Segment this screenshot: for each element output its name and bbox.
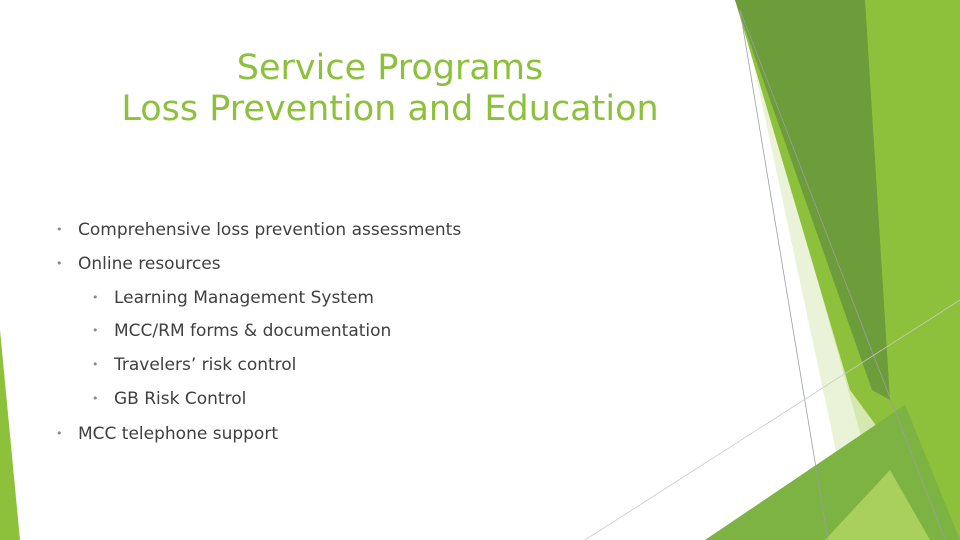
list-item [92, 354, 296, 376]
bullet-text: Comprehensive loss prevention assessments [78, 220, 462, 240]
list-item [56, 219, 461, 241]
decor-shape-left-sliver [0, 330, 20, 540]
bullet-text: MCC telephone support [78, 424, 278, 444]
list-item [56, 423, 278, 445]
bullet-dot: • [92, 392, 99, 405]
title-line-2: Loss Prevention and Education [121, 89, 659, 129]
list-item [56, 253, 221, 275]
bullet-dot: • [92, 324, 99, 337]
bullet-dot: • [92, 358, 99, 371]
bullet-text: Online resources [78, 254, 221, 274]
bullet-dot: • [56, 427, 63, 440]
slide-title [60, 48, 720, 130]
bullet-text: GB Risk Control [114, 389, 247, 409]
list-item [92, 320, 391, 342]
bullet-dot: • [92, 291, 99, 304]
title-line-1: Service Programs [236, 48, 544, 88]
list-item [92, 287, 374, 309]
bullet-text: Travelers’ risk control [114, 355, 297, 375]
bullet-dot: • [56, 223, 63, 236]
bullet-text: Learning Management System [114, 288, 374, 308]
bullet-text: MCC/RM forms & documentation [114, 321, 392, 341]
bullet-dot: • [56, 257, 63, 270]
list-item [92, 388, 246, 410]
